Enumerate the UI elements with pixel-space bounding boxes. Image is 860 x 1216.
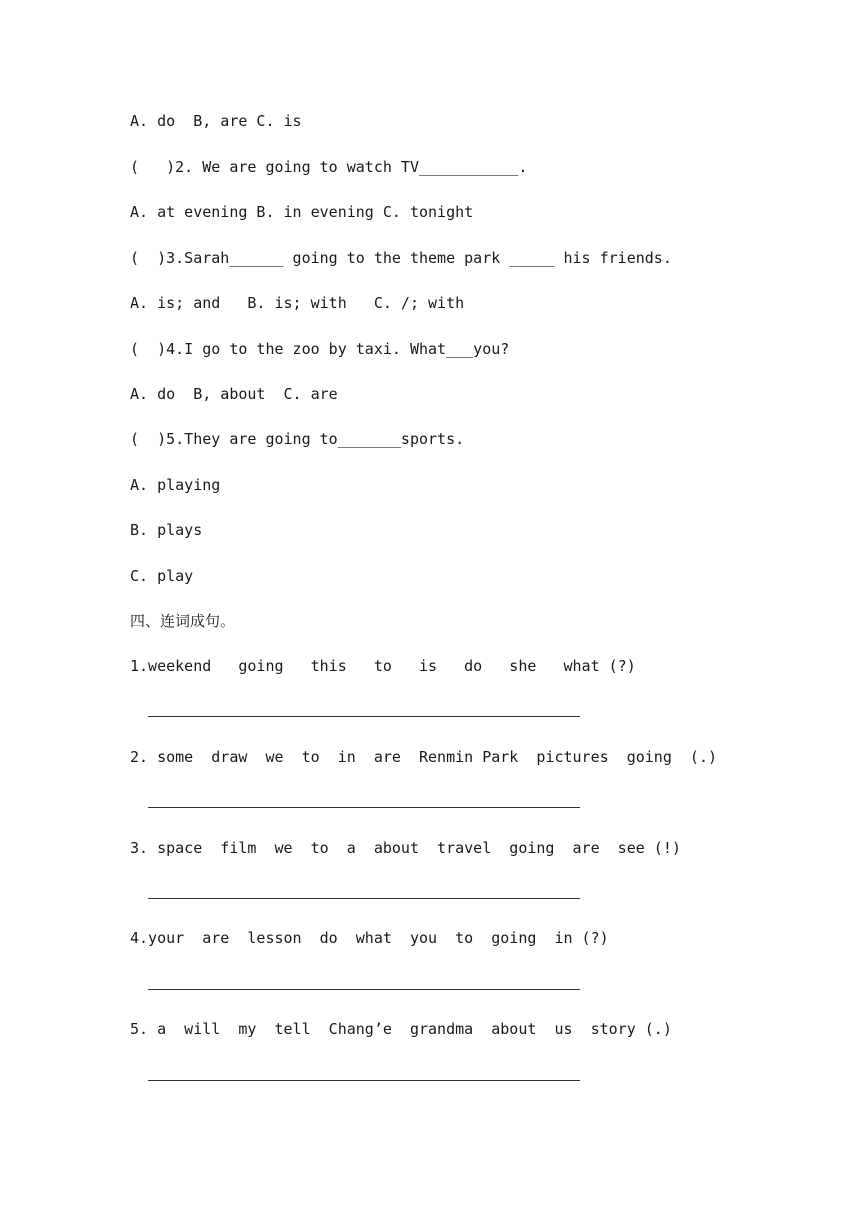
answer-line-2 (148, 807, 580, 808)
section-heading: 四、连词成句。 (130, 612, 236, 630)
reorder-item-4: 4.your are lesson do what you to going in (?) (130, 929, 609, 947)
question-3: ( )3.Sarah______ going to the theme park _____ his friends. (130, 249, 672, 267)
answer-line-3 (148, 898, 580, 899)
q3-options: A. is; and B. is; with C. /; with (130, 294, 465, 312)
answer-line-4 (148, 989, 580, 990)
q4-options: A. do B, about C. are (130, 385, 338, 403)
q5-option-a: A. playing (130, 476, 221, 494)
question-2: ( )2. We are going to watch TV___________. (130, 158, 528, 176)
question-5: ( )5.They are going to_______sports. (130, 430, 465, 448)
q5-option-b: B. plays (130, 521, 203, 539)
reorder-item-2: 2. some draw we to in are Renmin Park pictures going (.) (130, 748, 717, 766)
reorder-item-1: 1.weekend going this to is do she what (?) (130, 657, 636, 675)
reorder-item-5: 5. a will my tell Chang’e grandma about us story (.) (130, 1020, 672, 1038)
question-4: ( )4.I go to the zoo by taxi. What___you? (130, 340, 510, 358)
q5-option-c: C. play (130, 567, 194, 585)
reorder-item-3: 3. space film we to a about travel going are see (!) (130, 839, 681, 857)
answer-line-1 (148, 716, 580, 717)
q1-options: A. do B, are C. is (130, 112, 302, 130)
q2-options: A. at evening B. in evening C. tonight (130, 203, 474, 221)
answer-line-5 (148, 1080, 580, 1081)
